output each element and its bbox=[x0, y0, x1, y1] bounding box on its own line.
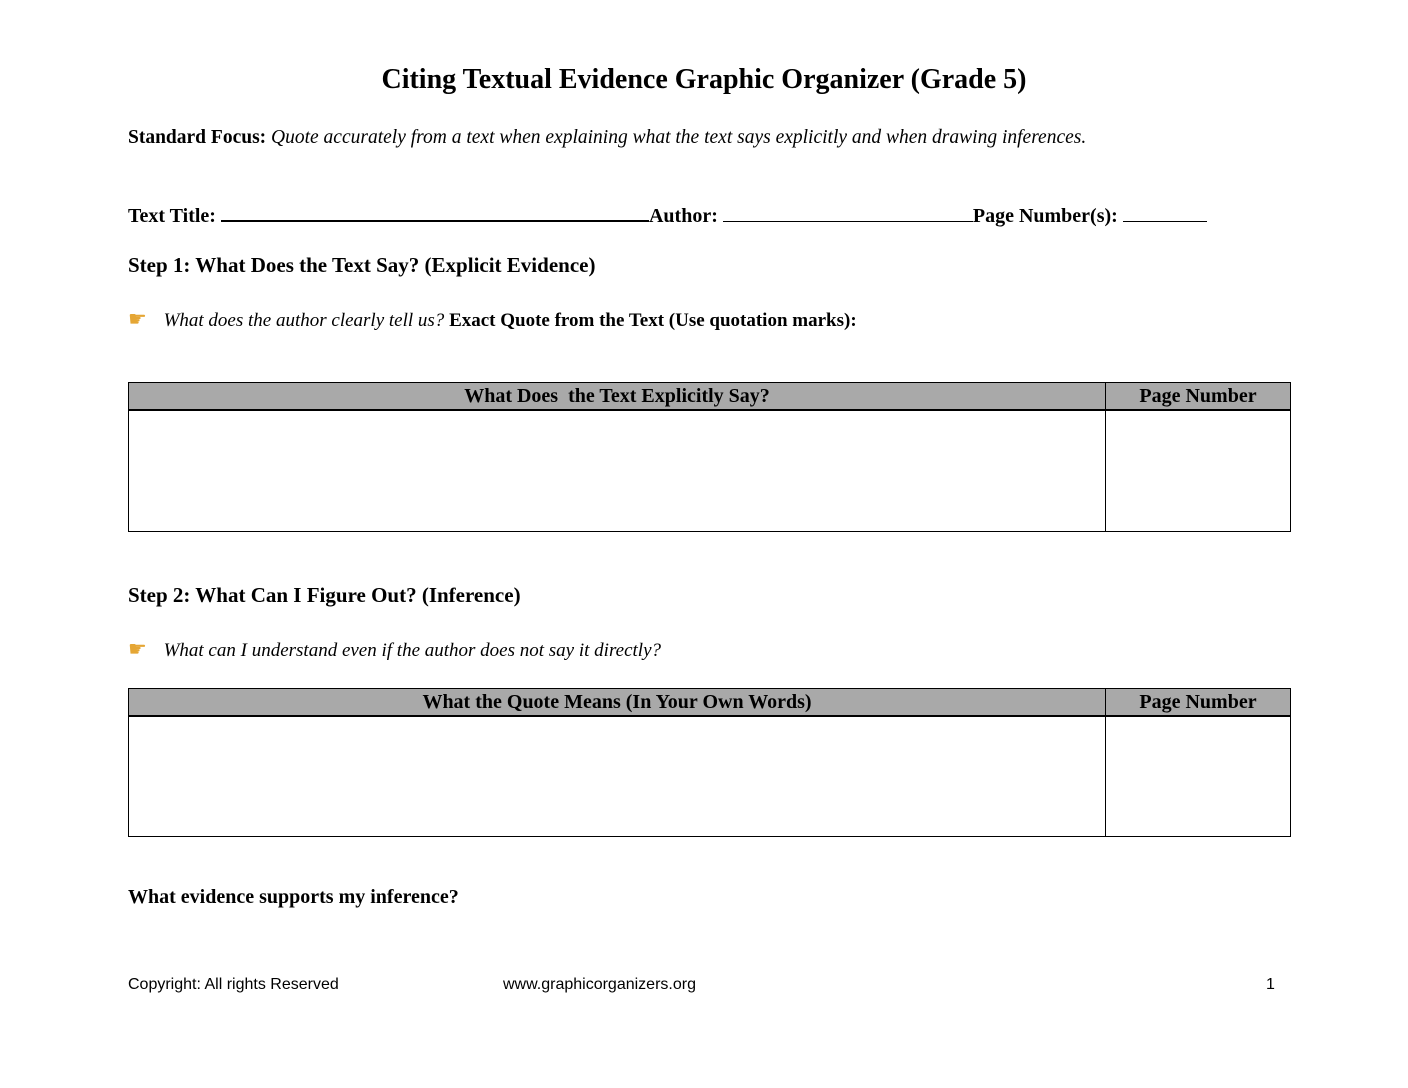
quote-meaning-header-cell: What the Quote Means (In Your Own Words) bbox=[129, 689, 1106, 717]
text-title-blank[interactable] bbox=[221, 200, 649, 222]
explicit-evidence-input-cell[interactable] bbox=[129, 410, 1106, 532]
table-row bbox=[129, 410, 1291, 532]
step2-heading: Step 2: What Can I Figure Out? (Inference) bbox=[128, 583, 521, 607]
step2-prompt-question: What can I understand even if the author does not say it directly? bbox=[163, 640, 662, 661]
step2-prompt bbox=[128, 636, 1298, 663]
footer-website: www.graphicorganizers.org bbox=[503, 976, 696, 993]
author-label: Author: bbox=[648, 205, 718, 227]
step1-prompt-instruction: Exact Quote from the Text (Use quotation marks): bbox=[449, 310, 857, 331]
explicit-evidence-table-header-row bbox=[129, 383, 1291, 411]
pointing-finger-icon: ☛ bbox=[128, 637, 147, 661]
page-numbers-label: Page Number(s): bbox=[972, 205, 1118, 227]
standard-focus-line bbox=[128, 126, 1298, 149]
page-numbers-blank[interactable] bbox=[1123, 201, 1207, 222]
step1-prompt bbox=[128, 306, 1298, 333]
inference-table-header-row bbox=[129, 689, 1291, 717]
quote-meaning-input-cell[interactable] bbox=[129, 716, 1106, 837]
footer-page-number: 1 bbox=[1266, 976, 1275, 993]
pointing-finger-icon: ☛ bbox=[128, 307, 147, 331]
step1-prompt-question: What does the author clearly tell us? bbox=[163, 310, 445, 331]
footer-copyright: Copyright: All rights Reserved bbox=[128, 976, 339, 993]
author-blank[interactable] bbox=[723, 201, 973, 222]
page-number-header-cell: Page Number bbox=[1106, 383, 1291, 411]
explicit-evidence-table bbox=[128, 382, 1291, 532]
page-number-input-cell[interactable] bbox=[1106, 716, 1291, 837]
text-title-label: Text Title: bbox=[128, 205, 216, 227]
page-number-header-cell: Page Number bbox=[1106, 689, 1291, 717]
standard-focus-label: Standard Focus: bbox=[128, 127, 267, 148]
explicit-evidence-header-cell: What Does the Text Explicitly Say? bbox=[129, 383, 1106, 411]
page-title: Citing Textual Evidence Graphic Organizer (Grade 5) bbox=[381, 64, 1027, 95]
page-number-input-cell[interactable] bbox=[1106, 410, 1291, 532]
title-author-page-row bbox=[128, 200, 1207, 229]
step1-heading: Step 1: What Does the Text Say? (Explicit Evidence) bbox=[128, 253, 596, 277]
standard-focus-text: Quote accurately from a text when explaining what the text says explicitly and when drawing inferences. bbox=[271, 127, 1087, 148]
inference-table bbox=[128, 688, 1291, 837]
inference-question: What evidence supports my inference? bbox=[128, 886, 459, 908]
table-row bbox=[129, 716, 1291, 837]
